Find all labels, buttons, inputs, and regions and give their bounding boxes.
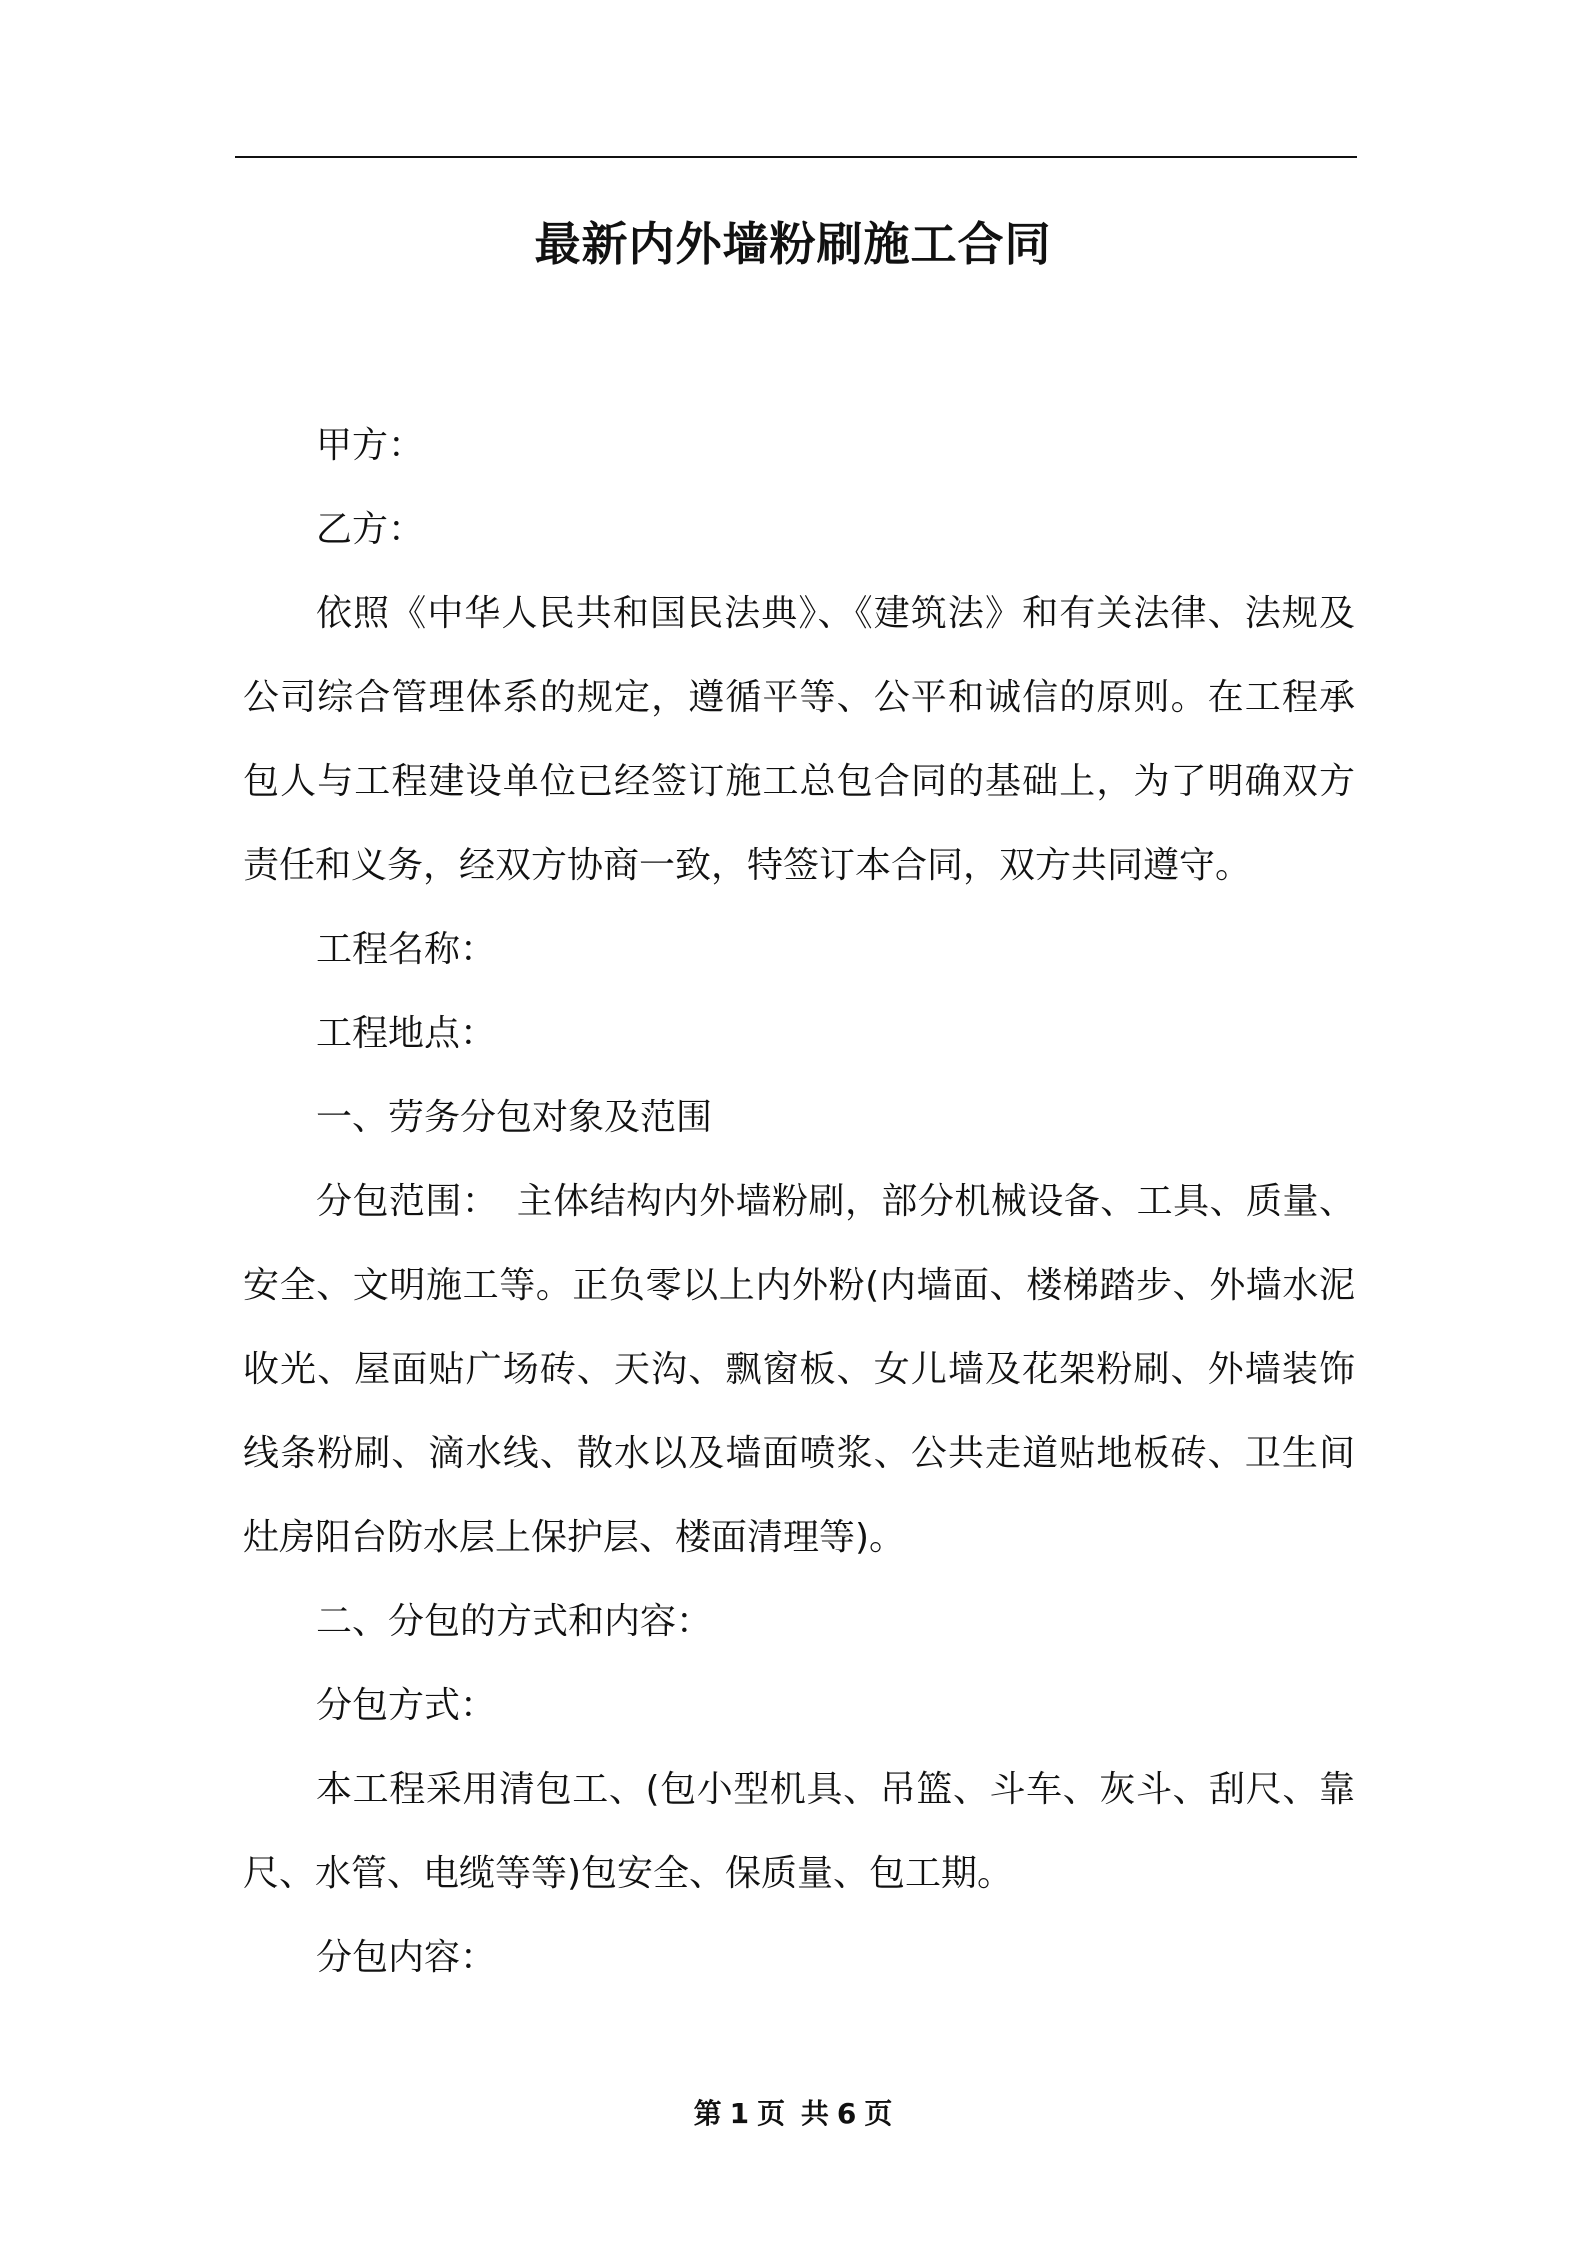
current-page-number: 1 [729,2097,750,2130]
party-a-line: 甲方： [316,425,425,466]
section-heading-1: 一、劳务分包对象及范围 [316,1097,713,1138]
project-location-line: 工程地点： [316,1013,497,1054]
page-number-footer [0,2094,1586,2134]
page-label-suffix: 页 [864,2097,893,2130]
subcontract-method-label: 分包方式： [316,1685,497,1726]
page-label-prefix: 第 [693,2097,722,2130]
project-name-line: 工程名称： [316,929,497,970]
document-title: 最新内外墙粉刷施工合同 [534,217,1052,271]
subcontract-content-label: 分包内容： [316,1937,497,1978]
page-label-middle: 页 共 [757,2097,829,2130]
document-body [243,404,1355,2000]
total-pages-number: 6 [836,2097,857,2130]
header-rule [235,156,1357,158]
party-b-line: 乙方： [316,509,425,550]
section-heading-2: 二、分包的方式和内容： [316,1601,713,1642]
subcontract-scope-paragraph: 分包范围： 主体结构内外墙粉刷，部分机械设备、工具、质量、安全、文明施工等。正负零以上内外粉(内墙面、楼梯踏步、外墙水泥收光、屋面贴广场砖、天沟、飘窗板、女儿墙及花架粉刷、外墙装饰线条粉刷、滴水线、散水以及墙面喷浆、公共走道贴地板砖、卫生间灶房阳台防水层上保护层、楼面清理等)。 [243,1181,1355,1558]
subcontract-method-paragraph: 本工程采用清包工、(包小型机具、吊篮、斗车、灰斗、刮尺、靠尺、水管、电缆等等)包安全、保质量、包工期。 [243,1769,1355,1894]
preamble-paragraph: 依照《中华人民共和国民法典》、《建筑法》和有关法律、法规及公司综合管理体系的规定，遵循平等、公平和诚信的原则。在工程承包人与工程建设单位已经签订施工总包合同的基础上，为了明确双方责任和义务，经双方协商一致，特签订本合同，双方共同遵守。 [243,593,1355,886]
